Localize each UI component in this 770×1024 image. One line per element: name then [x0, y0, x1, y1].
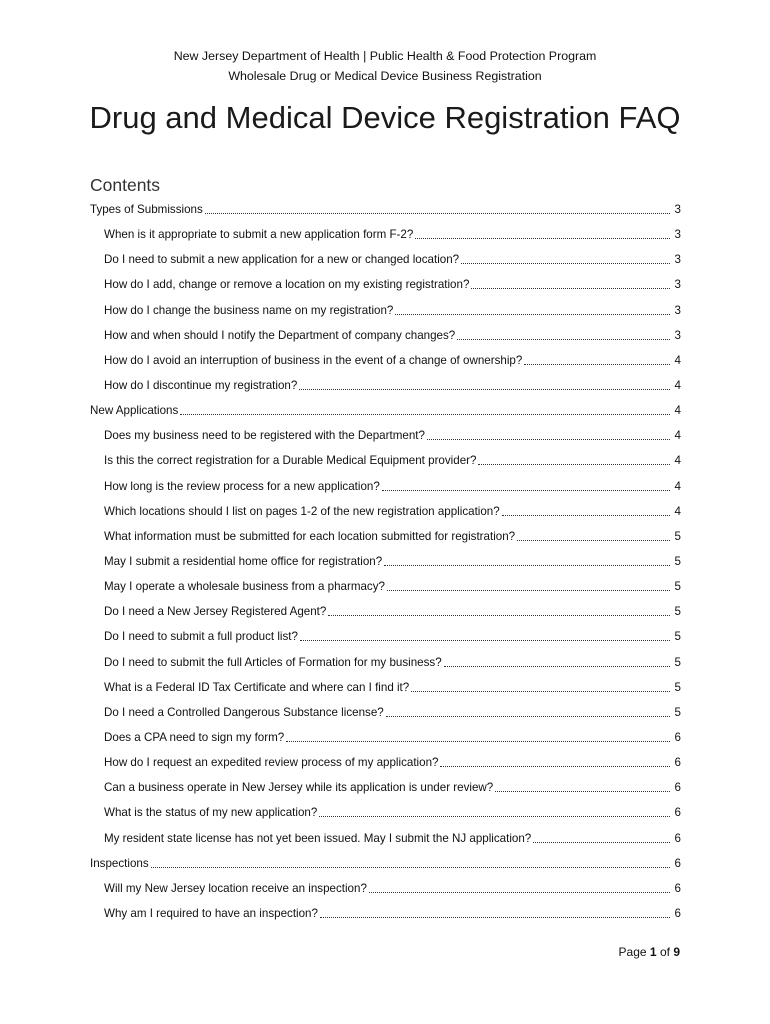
toc-subsection-entry[interactable] — [90, 448, 681, 473]
toc-entry-page-number: 6 — [674, 756, 681, 770]
toc-subsection-entry[interactable] — [90, 599, 681, 624]
toc-dot-leader — [471, 288, 670, 289]
toc-dot-leader — [517, 540, 670, 541]
toc-dot-leader — [319, 816, 670, 817]
toc-subsection-entry[interactable] — [90, 901, 681, 926]
toc-entry-page-number: 6 — [674, 907, 681, 920]
toc-entry-page-number: 5 — [674, 655, 681, 669]
toc-entry-label: May I submit a residential home office for registration? — [104, 555, 383, 569]
toc-entry-label: Do I need to submit the full Articles of Formation for my business? — [104, 655, 442, 669]
toc-subsection-entry[interactable] — [90, 474, 681, 499]
toc-entry-label: New Applications — [90, 404, 179, 418]
table-of-contents — [90, 197, 681, 926]
toc-entry-page-number: 5 — [674, 529, 681, 543]
toc-dot-leader — [427, 439, 670, 440]
toc-subsection-entry[interactable] — [90, 624, 681, 649]
toc-dot-leader — [299, 389, 670, 390]
toc-dot-leader — [457, 339, 670, 340]
toc-subsection-entry[interactable] — [90, 750, 681, 775]
toc-subsection-entry[interactable] — [90, 826, 681, 851]
toc-subsection-entry[interactable] — [90, 298, 681, 323]
toc-dot-leader — [461, 263, 670, 264]
toc-subsection-entry[interactable] — [90, 272, 681, 297]
toc-dot-leader — [387, 590, 670, 591]
toc-section-entry[interactable] — [90, 851, 681, 876]
toc-entry-page-number: 4 — [674, 404, 681, 418]
toc-subsection-entry[interactable] — [90, 499, 681, 524]
toc-entry-page-number: 3 — [674, 303, 681, 317]
toc-dot-leader — [478, 464, 670, 465]
toc-subsection-entry[interactable] — [90, 800, 681, 825]
toc-entry-label: Which locations should I list on pages 1-2 of the new registration application? — [104, 504, 500, 518]
toc-entry-label: Types of Submissions — [90, 203, 203, 217]
toc-entry-label: Do I need to submit a new application for a new or changed location? — [104, 253, 460, 267]
header-line-2: Wholesale Drug or Medical Device Business Registration — [228, 69, 542, 83]
toc-subsection-entry[interactable] — [90, 650, 681, 675]
toc-subsection-entry[interactable] — [90, 348, 681, 373]
toc-entry-page-number: 5 — [674, 705, 681, 719]
toc-dot-leader — [328, 615, 670, 616]
contents-heading: Contents — [90, 175, 161, 195]
toc-entry-page-number: 3 — [674, 278, 681, 292]
toc-entry-label: What is a Federal ID Tax Certificate and where can I find it? — [104, 680, 410, 694]
footer-page-word: Page — [618, 945, 647, 959]
toc-subsection-entry[interactable] — [90, 247, 681, 272]
toc-subsection-entry[interactable] — [90, 725, 681, 750]
toc-entry-page-number: 6 — [674, 856, 681, 870]
toc-entry-label: Do I need a Controlled Dangerous Substance license? — [104, 705, 384, 719]
toc-dot-leader — [300, 640, 670, 641]
toc-entry-label: How do I change the business name on my registration? — [104, 303, 394, 317]
toc-dot-leader — [151, 867, 670, 868]
toc-entry-page-number: 5 — [674, 605, 681, 619]
toc-entry-label: How long is the review process for a new application? — [104, 479, 380, 493]
toc-dot-leader — [369, 892, 670, 893]
toc-subsection-entry[interactable] — [90, 675, 681, 700]
toc-entry-page-number: 4 — [674, 504, 681, 518]
page-footer — [619, 943, 680, 961]
toc-subsection-entry[interactable] — [90, 373, 681, 398]
toc-entry-label: How and when should I notify the Department of company changes? — [104, 328, 456, 342]
toc-subsection-entry[interactable] — [90, 323, 681, 348]
toc-entry-page-number: 4 — [674, 479, 681, 493]
footer-total-pages: 9 — [673, 945, 680, 959]
toc-subsection-entry[interactable] — [90, 876, 681, 901]
toc-entry-label: How do I discontinue my registration? — [104, 379, 298, 393]
toc-dot-leader — [411, 691, 670, 692]
toc-subsection-entry[interactable] — [90, 775, 681, 800]
toc-entry-page-number: 6 — [674, 731, 681, 745]
toc-dot-leader — [180, 414, 670, 415]
toc-entry-label: When is it appropriate to submit a new application form F-2? — [104, 228, 414, 242]
toc-entry-label: Does my business need to be registered with the Department? — [104, 429, 425, 443]
toc-entry-page-number: 4 — [674, 454, 681, 468]
toc-entry-page-number: 6 — [674, 881, 681, 895]
toc-subsection-entry[interactable] — [90, 423, 681, 448]
toc-entry-page-number: 3 — [674, 228, 681, 242]
footer-of-word: of — [659, 945, 670, 959]
toc-entry-label: Is this the correct registration for a Durable Medical Equipment provider? — [104, 454, 477, 468]
toc-entry-page-number: 3 — [674, 203, 681, 217]
toc-entry-page-number: 4 — [674, 379, 681, 393]
toc-dot-leader — [386, 716, 670, 717]
toc-subsection-entry[interactable] — [90, 222, 681, 247]
toc-dot-leader — [286, 741, 670, 742]
toc-entry-label: How do I avoid an interruption of business in the event of a change of ownership? — [104, 353, 523, 367]
toc-entry-label: Will my New Jersey location receive an inspection? — [104, 881, 367, 895]
toc-dot-leader — [495, 791, 670, 792]
document-title: Drug and Medical Device Registration FAQ — [89, 100, 681, 135]
toc-dot-leader — [440, 766, 670, 767]
toc-subsection-entry[interactable] — [90, 524, 681, 549]
toc-entry-label: Why am I required to have an inspection? — [104, 907, 318, 920]
toc-entry-label: How do I request an expedited review process of my application? — [104, 756, 439, 770]
toc-entry-page-number: 5 — [674, 580, 681, 594]
toc-entry-label: What information must be submitted for each location submitted for registration? — [104, 529, 516, 543]
toc-subsection-entry[interactable] — [90, 574, 681, 599]
toc-subsection-entry[interactable] — [90, 549, 681, 574]
toc-dot-leader — [533, 842, 670, 843]
toc-dot-leader — [384, 565, 670, 566]
footer-current-page: 1 — [649, 945, 657, 959]
toc-dot-leader — [205, 213, 670, 214]
toc-entry-label: Do I need a New Jersey Registered Agent? — [104, 605, 327, 619]
toc-entry-page-number: 4 — [674, 429, 681, 443]
toc-entry-label: How do I add, change or remove a location on my existing registration? — [104, 278, 470, 292]
toc-entry-label: Can a business operate in New Jersey while its application is under review? — [104, 781, 494, 795]
toc-entry-label: Does a CPA need to sign my form? — [104, 731, 285, 745]
toc-section-entry[interactable] — [90, 197, 681, 222]
toc-entry-page-number: 4 — [674, 353, 681, 367]
toc-section-entry[interactable] — [90, 398, 681, 423]
toc-dot-leader — [502, 515, 670, 516]
toc-entry-page-number: 5 — [674, 555, 681, 569]
toc-subsection-entry[interactable] — [90, 700, 681, 725]
toc-entry-label: May I operate a wholesale business from a pharmacy? — [104, 580, 385, 594]
toc-entry-page-number: 3 — [674, 253, 681, 267]
toc-entry-label: My resident state license has not yet been issued. May I submit the NJ application? — [104, 831, 532, 845]
toc-entry-page-number: 6 — [674, 831, 681, 845]
toc-dot-leader — [395, 314, 670, 315]
toc-entry-page-number: 6 — [674, 806, 681, 820]
toc-dot-leader — [382, 490, 670, 491]
toc-dot-leader — [444, 666, 670, 667]
toc-entry-page-number: 6 — [674, 781, 681, 795]
document-header — [0, 46, 770, 86]
toc-entry-label: Inspections — [90, 856, 149, 870]
toc-entry-page-number: 5 — [674, 680, 681, 694]
toc-dot-leader — [415, 238, 670, 239]
toc-entry-page-number: 5 — [674, 630, 681, 644]
toc-entry-page-number: 3 — [674, 328, 681, 342]
toc-dot-leader — [320, 917, 670, 918]
toc-entry-label: What is the status of my new application? — [104, 806, 318, 820]
toc-entry-label: Do I need to submit a full product list? — [104, 630, 298, 644]
header-line-1: New Jersey Department of Health | Public Health & Food Protection Program — [173, 49, 597, 63]
toc-dot-leader — [524, 364, 670, 365]
